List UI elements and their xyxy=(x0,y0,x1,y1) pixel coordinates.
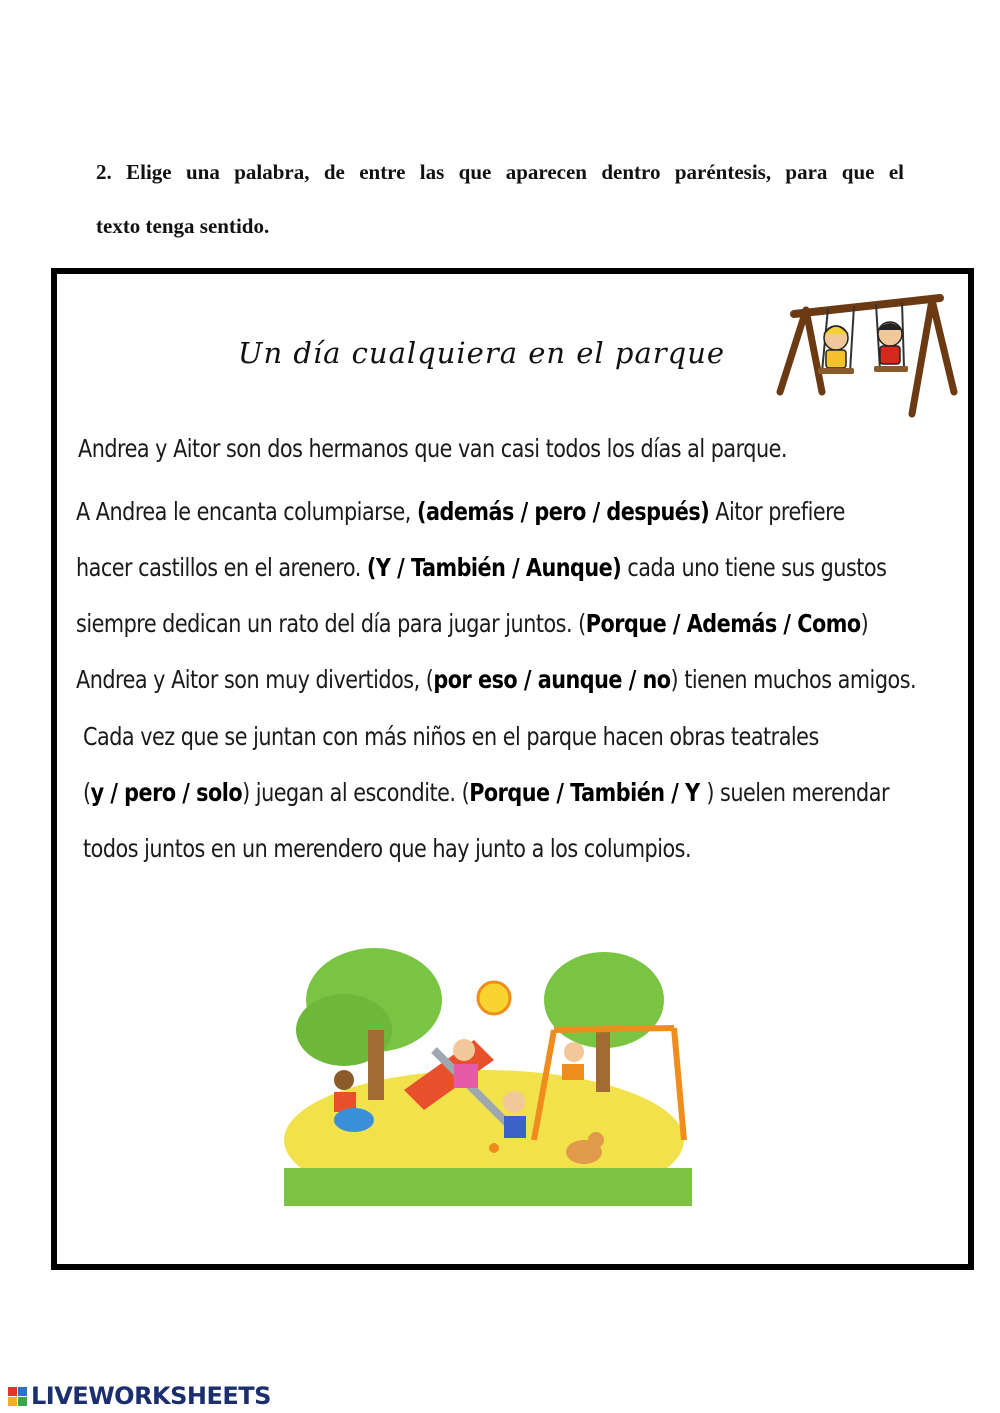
word-options: (Y / También / Aunque) xyxy=(366,553,622,582)
story-text-segment: A Andrea le encanta columpiarse, xyxy=(76,497,417,526)
story-text-segment: siempre dedican un rato del día para jugar juntos. ( xyxy=(76,609,586,638)
story-line xyxy=(76,609,868,638)
story-line xyxy=(76,665,916,694)
story-line xyxy=(78,434,787,463)
instruction-line-2: texto tenga sentido. xyxy=(96,214,270,238)
story-text-segment: ) suelen merendar xyxy=(706,778,889,807)
word-options: por eso / aunque / no xyxy=(433,665,671,694)
story-text-segment: ) xyxy=(860,609,869,638)
brand-name: LIVEWORKSHEETS xyxy=(31,1382,271,1410)
instruction-line-1: 2. Elige una palabra, de entre las que aparecen dentro paréntesis, para que el xyxy=(96,160,904,184)
story-line xyxy=(83,722,819,751)
story-text-segment: cada uno tiene sus gustos xyxy=(621,553,887,582)
story-text-segment: hacer castillos en el arenero. xyxy=(76,553,367,582)
story-text-segment: Andrea y Aitor son muy divertidos, ( xyxy=(76,665,434,694)
story-text-segment: ( xyxy=(83,778,91,807)
word-options: Porque / También / Y xyxy=(469,778,707,807)
story-text-segment: Andrea y Aitor son dos hermanos que van casi todos los días al parque. xyxy=(78,434,787,463)
park-playground-illustration xyxy=(284,940,692,1206)
word-options: y / pero / solo xyxy=(90,778,243,807)
swing-set-illustration xyxy=(772,282,962,422)
story-text-segment: ) juegan al escondite. ( xyxy=(242,778,470,807)
liveworksheets-brand xyxy=(8,1382,271,1410)
story-line xyxy=(76,553,886,582)
story-text-segment: Aitor prefiere xyxy=(709,497,845,526)
story-line xyxy=(76,497,845,526)
story-line xyxy=(83,834,691,863)
story-text-segment: todos juntos en un merendero que hay junto a los columpios. xyxy=(83,834,692,863)
story-text-segment: ) tienen muchos amigos. xyxy=(670,665,917,694)
story-text-segment: Cada vez que se juntan con más niños en el parque hacen obras teatrales xyxy=(83,722,819,751)
story-line xyxy=(83,778,889,807)
word-options: (además / pero / después) xyxy=(416,497,710,526)
word-options: Porque / Además / Como xyxy=(585,609,861,638)
story-title: Un día cualquiera en el parque xyxy=(238,336,726,370)
liveworksheets-logo-icon xyxy=(8,1387,27,1406)
